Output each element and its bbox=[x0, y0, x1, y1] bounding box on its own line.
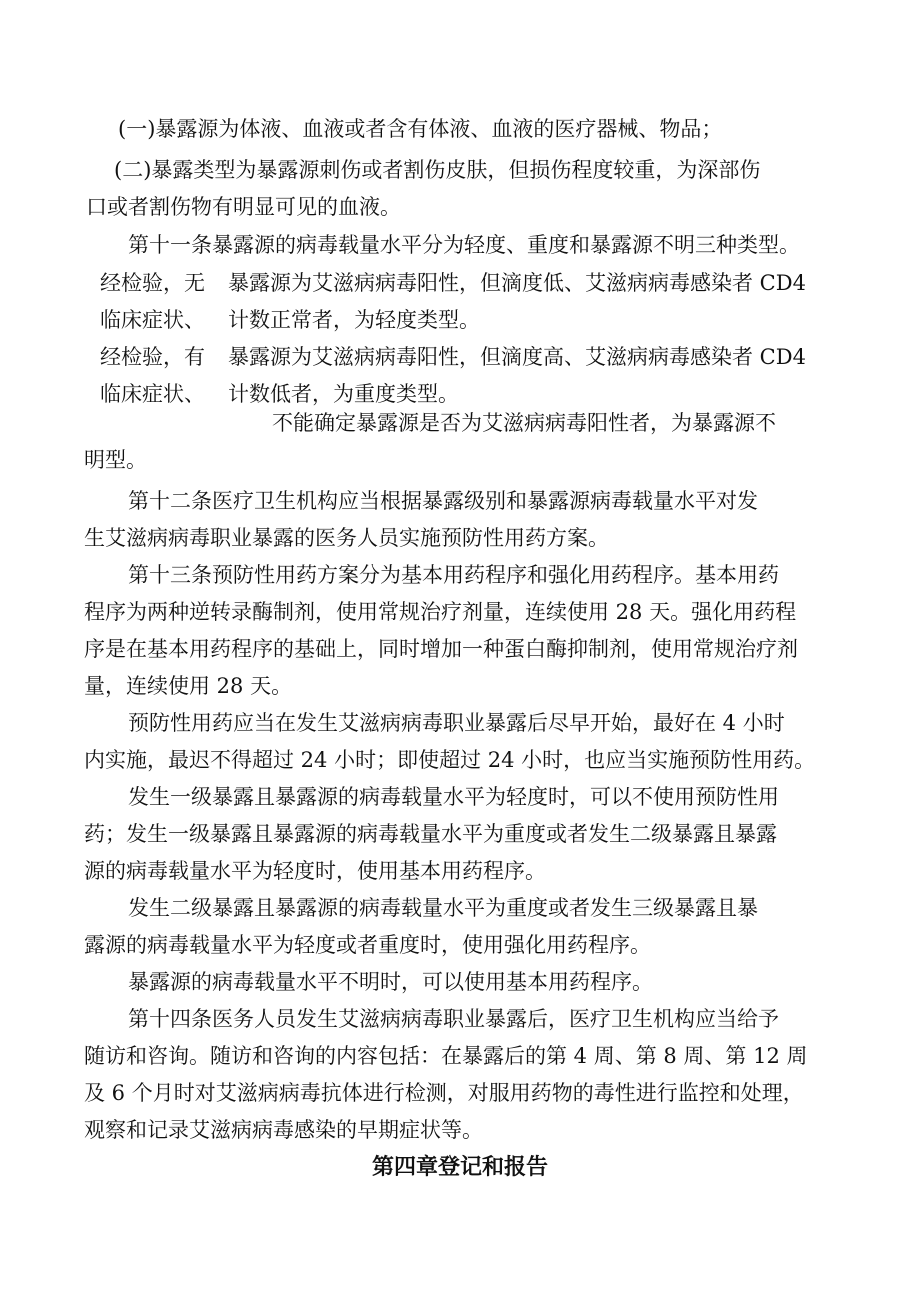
text-line: 药；发生一级暴露且暴露源的病毒载量水平为重度或者发生二级暴露且暴露 bbox=[84, 822, 777, 846]
paragraph-level-1 bbox=[84, 779, 779, 890]
text-line: 观察和记录艾滋病病毒感染的早期症状等。 bbox=[84, 1118, 483, 1142]
text-line: 及 6 个月时对艾滋病病毒抗体进行检测，对服用药物的毒性进行监控和处理， bbox=[84, 1081, 804, 1105]
text-line: (一)暴露源为体液、血液或者含有体液、血液的医疗器械、物品； bbox=[118, 117, 723, 141]
text-line: 计数正常者，为轻度类型。 bbox=[228, 308, 480, 332]
paragraph-article-11 bbox=[128, 227, 800, 264]
text-line: 经检验，无 bbox=[100, 271, 205, 295]
text-line: 第十三条预防性用药方案分为基本用药程序和强化用药程序。基本用药 bbox=[128, 563, 779, 587]
text-line: (二)暴露类型为暴露源刺伤或者割伤皮肤，但损伤程度较重，为深部伤 bbox=[114, 158, 761, 182]
text-line: 明型。 bbox=[84, 448, 147, 472]
paragraph-level-2 bbox=[84, 890, 758, 964]
text-line: 程序为两种逆转录酶制剂，使用常规治疗剂量，连续使用 28 天。强化用药程 bbox=[84, 600, 797, 624]
paragraph-item-2 bbox=[86, 152, 760, 226]
text-line: 量，连续使用 28 天。 bbox=[84, 674, 293, 698]
paragraph-mild-type bbox=[228, 265, 806, 339]
paragraph-item-1 bbox=[118, 111, 722, 148]
text-line: 生艾滋病病毒职业暴露的医务人员实施预防性用药方案。 bbox=[84, 526, 609, 550]
text-line: 口或者割伤物有明显可见的血液。 bbox=[86, 195, 401, 219]
text-line: 内实施，最迟不得超过 24 小时；即使超过 24 小时，也应当实施预防性用药。 bbox=[84, 748, 816, 772]
text-line: 序是在基本用药程序的基础上，同时增加一种蛋白酶抑制剂，使用常规治疗剂 bbox=[84, 637, 798, 661]
paragraph-unknown-type bbox=[84, 405, 776, 479]
text-line: 发生二级暴露且暴露源的病毒载量水平为重度或者发生三级暴露且暴 bbox=[128, 896, 758, 920]
text-line: 源的病毒载量水平为轻度时，使用基本用药程序。 bbox=[84, 859, 546, 883]
text-line: 经检验，有 bbox=[100, 345, 205, 369]
paragraph-severe-type bbox=[228, 339, 806, 413]
text-line: 暴露源为艾滋病病毒阳性，但滴度低、艾滋病病毒感染者 CD4 bbox=[228, 271, 806, 295]
paragraph-article-14 bbox=[84, 1001, 808, 1149]
margin-note-severe bbox=[100, 339, 205, 413]
text-line: 第十二条医疗卫生机构应当根据暴露级别和暴露源病毒载量水平对发 bbox=[128, 489, 758, 513]
text-line: 第十四条医务人员发生艾滋病病毒职业暴露后，医疗卫生机构应当给予 bbox=[128, 1007, 779, 1031]
text-line: 随访和咨询。随访和咨询的内容包括：在暴露后的第 4 周、第 8 周、第 12 周 bbox=[84, 1044, 808, 1068]
text-line: 不能确定暴露源是否为艾滋病病毒阳性者，为暴露源不 bbox=[272, 411, 776, 435]
paragraph-timing bbox=[84, 705, 815, 779]
text-line: 暴露源为艾滋病病毒阳性，但滴度高、艾滋病病毒感染者 CD4 bbox=[228, 345, 806, 369]
paragraph-unknown-level bbox=[128, 964, 653, 1001]
text-line: 发生一级暴露且暴露源的病毒载量水平为轻度时，可以不使用预防性用 bbox=[128, 785, 779, 809]
paragraph-article-12 bbox=[84, 483, 758, 557]
text-line: 露源的病毒载量水平为轻度或者重度时，使用强化用药程序。 bbox=[84, 933, 651, 957]
text-line: 第十一条暴露源的病毒载量水平分为轻度、重度和暴露源不明三种类型。 bbox=[128, 233, 800, 257]
text-line: 预防性用药应当在发生艾滋病病毒职业暴露后尽早开始，最好在 4 小时 bbox=[128, 711, 785, 735]
text-line: 临床症状、 bbox=[100, 382, 205, 406]
paragraph-article-13 bbox=[84, 557, 798, 705]
text-line: 临床症状、 bbox=[100, 308, 205, 332]
margin-note-mild bbox=[100, 265, 205, 339]
text-line: 计数低者，为重度类型。 bbox=[228, 382, 459, 406]
text-line: 暴露源的病毒载量水平不明时，可以使用基本用药程序。 bbox=[128, 970, 653, 994]
chapter-heading: 第四章登记和报告 bbox=[371, 1155, 548, 1180]
